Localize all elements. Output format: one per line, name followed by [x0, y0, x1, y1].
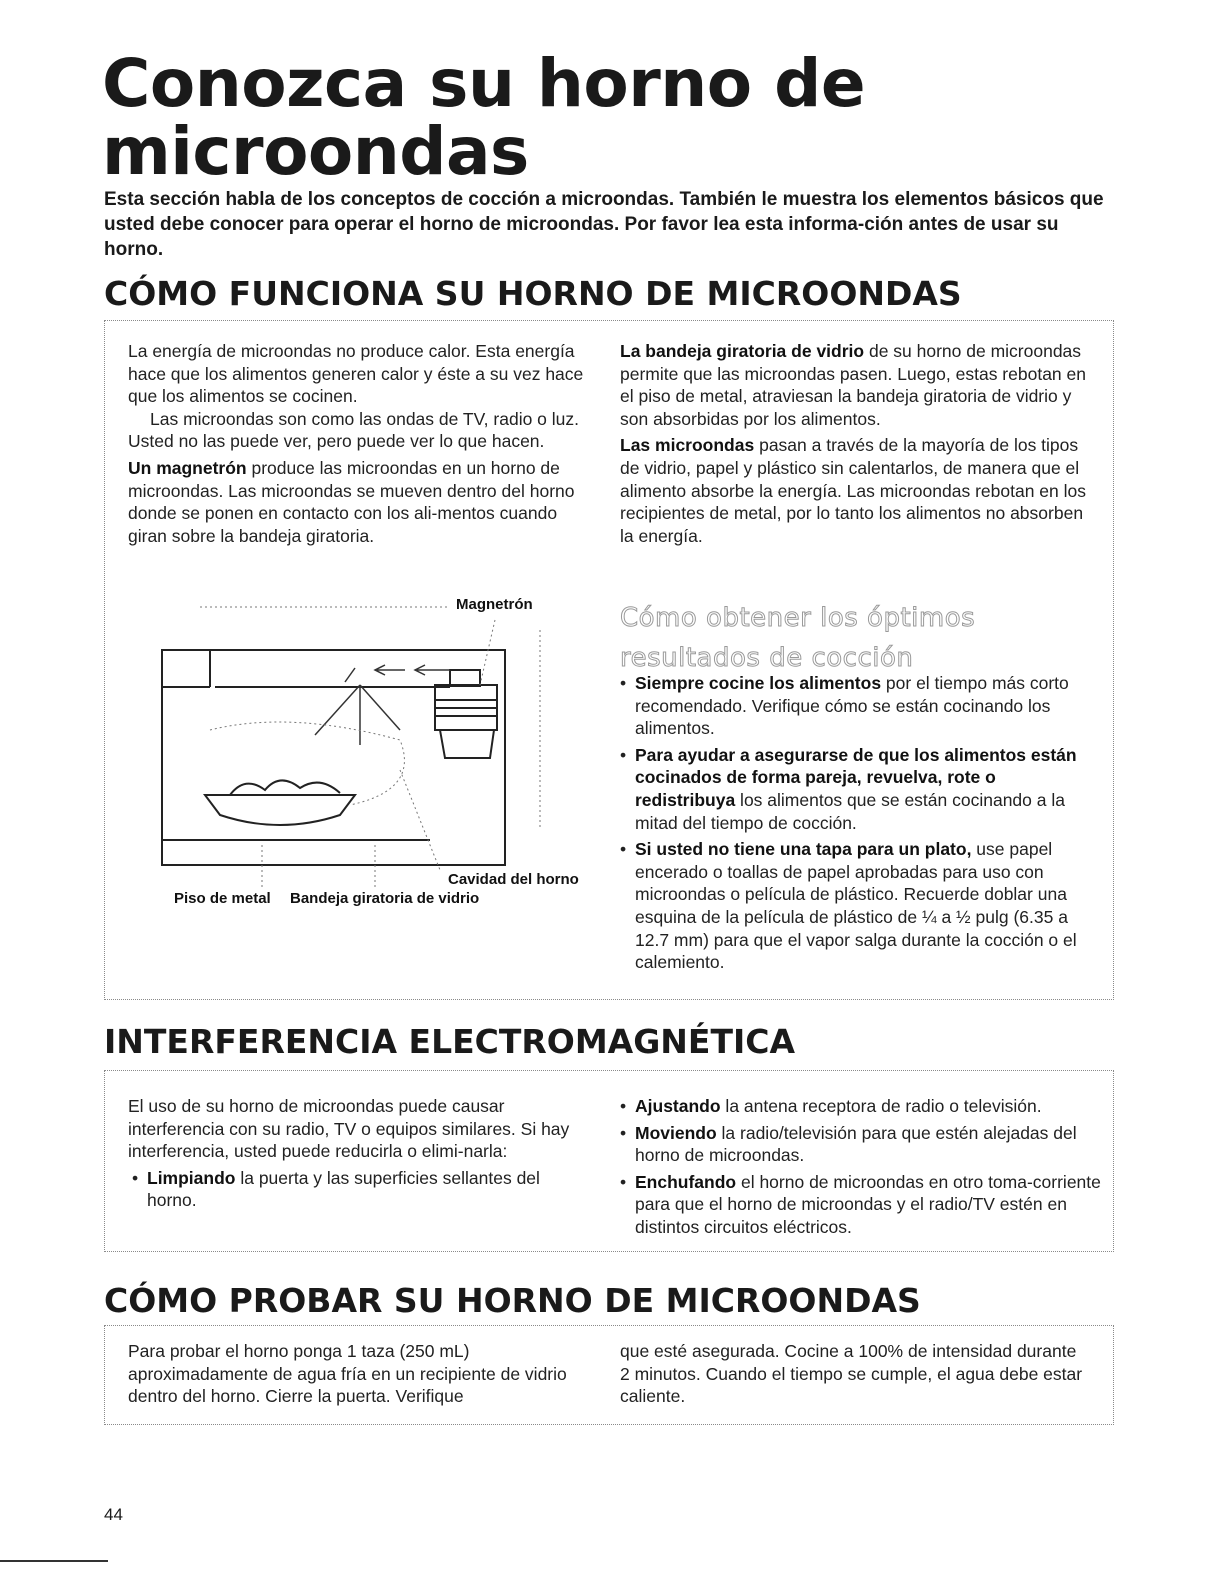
microwaves-text: pasan a través de la mayoría de los tipos de vidrio, papel y plástico sin calentarlos, de manera que el alimento absorbe la energía. Las microondas rebotan en los recipientes de metal, por lo tanto los alimentos no absorben la energía. — [620, 435, 1086, 546]
interference-left-column — [128, 1095, 578, 1212]
list-item-text: el horno de microondas en otro toma-corriente para que el horno de microondas y el radio/TV estén en distintos circuitos eléctricos. — [635, 1171, 1101, 1237]
list-item — [616, 1171, 1102, 1239]
interference-left-list — [128, 1167, 578, 1212]
best-results-subheading: Cómo obtener los óptimos resultados de cocción — [620, 603, 976, 673]
page-number: 44 — [104, 1505, 123, 1524]
section-heading-how-it-works: CÓMO FUNCIONA SU HORNO DE MICROONDAS — [104, 274, 962, 313]
magnetron-term: Un magnetrón — [128, 457, 247, 478]
how-it-works-right-column — [620, 340, 1092, 547]
paragraph-microwaves — [620, 434, 1092, 547]
interference-right-column — [616, 1095, 1102, 1239]
list-item-term: Si usted no tiene una tapa para un plato, — [635, 839, 972, 860]
best-results-list — [616, 672, 1094, 974]
label-glass-tray: Bandeja giratoria de vidrio — [290, 890, 480, 907]
microwaves-term: Las microondas — [620, 435, 755, 456]
paragraph-test-part1: Para probar el horno ponga 1 taza (250 mL) aproximadamente de agua fría en un recipiente de vidrio dentro del horno. Cierre la puerta. Verifique — [128, 1341, 567, 1407]
glass-tray-term: La bandeja giratoria de vidrio — [620, 341, 865, 361]
glass-tray — [205, 795, 355, 825]
list-item-text: la radio/televisión para que estén alejadas del horno de microondas. — [635, 1122, 1077, 1166]
best-results-list-wrap — [616, 672, 1094, 974]
glass-tray-text: de su horno de microondas permite que las microondas pasen. Luego, estas rebotan en el piso de metal, atraviesan la bandeja giratoria de vidrio y son absorbidas por los alimentos. — [620, 341, 1086, 429]
label-oven-cavity: Cavidad del horno — [448, 871, 579, 888]
list-item-term: Enchufando — [635, 1171, 737, 1192]
paragraph-energy: La energía de microondas no produce calor. Esta energía hace que los alimentos generen calor y éste a su vez hace que los alimentos se cocinen. — [128, 341, 584, 407]
paragraph-interference: El uso de su horno de microondas puede causar interferencia con su radio, TV o equipos similares. Si hay interferencia, usted puede reducirla o elimi-narla: — [128, 1096, 570, 1162]
how-it-works-left-column — [128, 340, 590, 547]
test-oven-left-column — [128, 1340, 590, 1408]
list-item-text: use papel encerado o toallas de papel aprobadas para uso con microondas o película de plástico. Recuerde doblar una esquina de la película de plástico de ¼ a ½ pulg (6.35 a 12.7 mm) para que el vapor salga durante la cocción o el calemiento. — [635, 839, 1077, 973]
interference-right-list — [616, 1095, 1102, 1239]
label-metal-floor: Piso de metal — [174, 890, 271, 907]
list-item-text: la puerta y las superficies sellantes del horno. — [147, 1167, 540, 1211]
magnetron-text: produce las microondas en un horno de microondas. Las microondas se mueven dentro del horno donde se ponen en contacto con los ali-mentos cuando giran sobre la bandeja giratoria. — [128, 457, 575, 546]
test-oven-right-column — [620, 1340, 1090, 1408]
list-item-term: Ajustando — [635, 1096, 721, 1116]
list-item-term: Para ayudar a asegurarse de que los alimentos están cocinados de forma pareja, revuelva, rote o redistribuya — [635, 744, 1077, 810]
paragraph-magnetron — [128, 457, 590, 547]
paragraph-glass-tray — [620, 340, 1092, 430]
list-item-text: los alimentos que se están cocinando a la mitad del tiempo de cocción. — [635, 789, 1065, 833]
list-item-text: por el tiempo más corto recomendado. Verifique cómo se están cocinando los alimentos. — [635, 673, 1069, 739]
list-item — [616, 838, 1094, 974]
section-heading-test-oven: CÓMO PROBAR SU HORNO DE MICROONDAS — [104, 1281, 921, 1320]
list-item-term: Moviendo — [635, 1122, 717, 1143]
page-title: Conozca su horno de microondas — [102, 45, 866, 190]
paragraph-test-part2: que esté asegurada. Cocine a 100% de intensidad durante 2 minutos. Cuando el tiempo se cumple, el agua debe estar caliente. — [620, 1341, 1083, 1407]
list-item-text: la antena receptora de radio o televisión. — [720, 1096, 1042, 1116]
footer-rule — [0, 1560, 108, 1562]
list-item — [128, 1167, 578, 1212]
list-item-term: Siempre cocine los alimentos — [635, 673, 882, 693]
paragraph-waves: Las microondas son como las ondas de TV, radio o luz. Usted no las puede ver, pero puede ver lo que hacen. — [128, 408, 579, 452]
list-item — [616, 672, 1094, 740]
oven-diagram — [150, 590, 610, 920]
list-item — [616, 1122, 1102, 1167]
intro-paragraph: Esta sección habla de los conceptos de cocción a microondas. También le muestra los elementos básicos que usted debe conocer para operar el horno de microondas. Por favor lea esta informa-ción antes de usar su horno. — [104, 189, 1104, 260]
section-heading-interference: INTERFERENCIA ELECTROMAGNÉTICA — [104, 1022, 796, 1061]
label-magnetron: Magnetrón — [456, 596, 533, 613]
list-item — [616, 1095, 1102, 1118]
list-item-term: Limpiando — [147, 1167, 236, 1188]
list-item — [616, 744, 1094, 834]
